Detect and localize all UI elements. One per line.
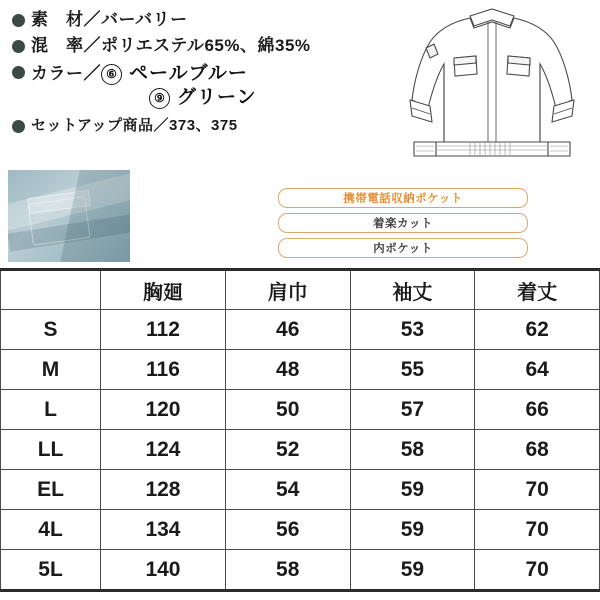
cell-sleeve: 59: [350, 510, 475, 550]
color-option-9: [101, 86, 257, 110]
spec-value-setup: 373、375: [169, 117, 238, 134]
cell-chest: 116: [101, 350, 226, 390]
spec-label-composition: 混 率／: [31, 36, 101, 55]
spec-row-setup: [12, 116, 382, 136]
cell-length: 70: [475, 550, 600, 591]
spec-value-material: バーバリー: [101, 10, 188, 29]
cell-shoulder: 50: [225, 390, 350, 430]
table-header-shoulder: 肩巾: [225, 270, 350, 310]
table-row: [1, 510, 600, 550]
table-header-row: [1, 270, 600, 310]
cell-length: 68: [475, 430, 600, 470]
bullet-icon: [12, 40, 25, 53]
cell-sleeve: 57: [350, 390, 475, 430]
photo-shading: [58, 170, 130, 262]
cell-size: 5L: [1, 550, 101, 591]
cell-chest: 140: [101, 550, 226, 591]
cell-sleeve: 59: [350, 470, 475, 510]
cell-size: EL: [1, 470, 101, 510]
feature-badge-comfort-cut: 着楽カット: [278, 213, 528, 233]
cell-length: 70: [475, 470, 600, 510]
cell-size: 4L: [1, 510, 101, 550]
fabric-detail-photo: [8, 170, 130, 262]
cell-size: L: [1, 390, 101, 430]
cell-chest: 112: [101, 310, 226, 350]
color-name: ペールブルー: [129, 63, 248, 84]
cell-shoulder: 54: [225, 470, 350, 510]
spec-label-setup: セットアップ商品／: [31, 117, 170, 134]
feature-badge-list: [278, 188, 528, 263]
spec-label-color: カラー／: [31, 64, 101, 83]
color-number-badge: ⑨: [149, 88, 170, 109]
spec-row-color: [12, 62, 382, 110]
cell-sleeve: 59: [350, 550, 475, 591]
spec-row-composition: [12, 36, 382, 56]
cell-shoulder: 52: [225, 430, 350, 470]
cell-length: 66: [475, 390, 600, 430]
cell-length: 70: [475, 510, 600, 550]
spec-row-material: [12, 10, 382, 30]
table-row: [1, 430, 600, 470]
spec-label-material: 素 材／: [31, 10, 101, 29]
size-table: [0, 268, 600, 592]
cell-shoulder: 58: [225, 550, 350, 591]
table-row: [1, 350, 600, 390]
garment-illustration: [392, 4, 592, 174]
bullet-icon: [12, 14, 25, 27]
cell-sleeve: 58: [350, 430, 475, 470]
table-header-size: [1, 270, 101, 310]
spec-value-composition: ポリエステル65%、綿35%: [101, 36, 311, 55]
cell-shoulder: 48: [225, 350, 350, 390]
feature-badge-mobile-pocket: 携帯電話収納ポケット: [278, 188, 528, 208]
cell-size: LL: [1, 430, 101, 470]
cell-length: 62: [475, 310, 600, 350]
cell-size: S: [1, 310, 101, 350]
cell-sleeve: 53: [350, 310, 475, 350]
table-row: [1, 550, 600, 591]
feature-badge-inner-pocket: 内ポケット: [278, 238, 528, 258]
cell-shoulder: 46: [225, 310, 350, 350]
cell-length: 64: [475, 350, 600, 390]
cell-chest: 120: [101, 390, 226, 430]
cell-chest: 128: [101, 470, 226, 510]
bullet-icon: [12, 120, 25, 133]
cell-chest: 134: [101, 510, 226, 550]
color-option-list: [101, 62, 257, 110]
color-number-badge: ⑥: [101, 64, 122, 85]
color-option-6: [101, 62, 257, 86]
table-row: [1, 310, 600, 350]
table-row: [1, 390, 600, 430]
cell-chest: 124: [101, 430, 226, 470]
specification-list: [12, 10, 382, 142]
cell-shoulder: 56: [225, 510, 350, 550]
bullet-icon: [12, 66, 25, 79]
table-row: [1, 470, 600, 510]
cell-size: M: [1, 350, 101, 390]
color-name: グリーン: [177, 87, 257, 108]
cell-sleeve: 55: [350, 350, 475, 390]
table-header-sleeve: 袖丈: [350, 270, 475, 310]
table-header-length: 着丈: [475, 270, 600, 310]
table-header-chest: 胸廻: [101, 270, 226, 310]
